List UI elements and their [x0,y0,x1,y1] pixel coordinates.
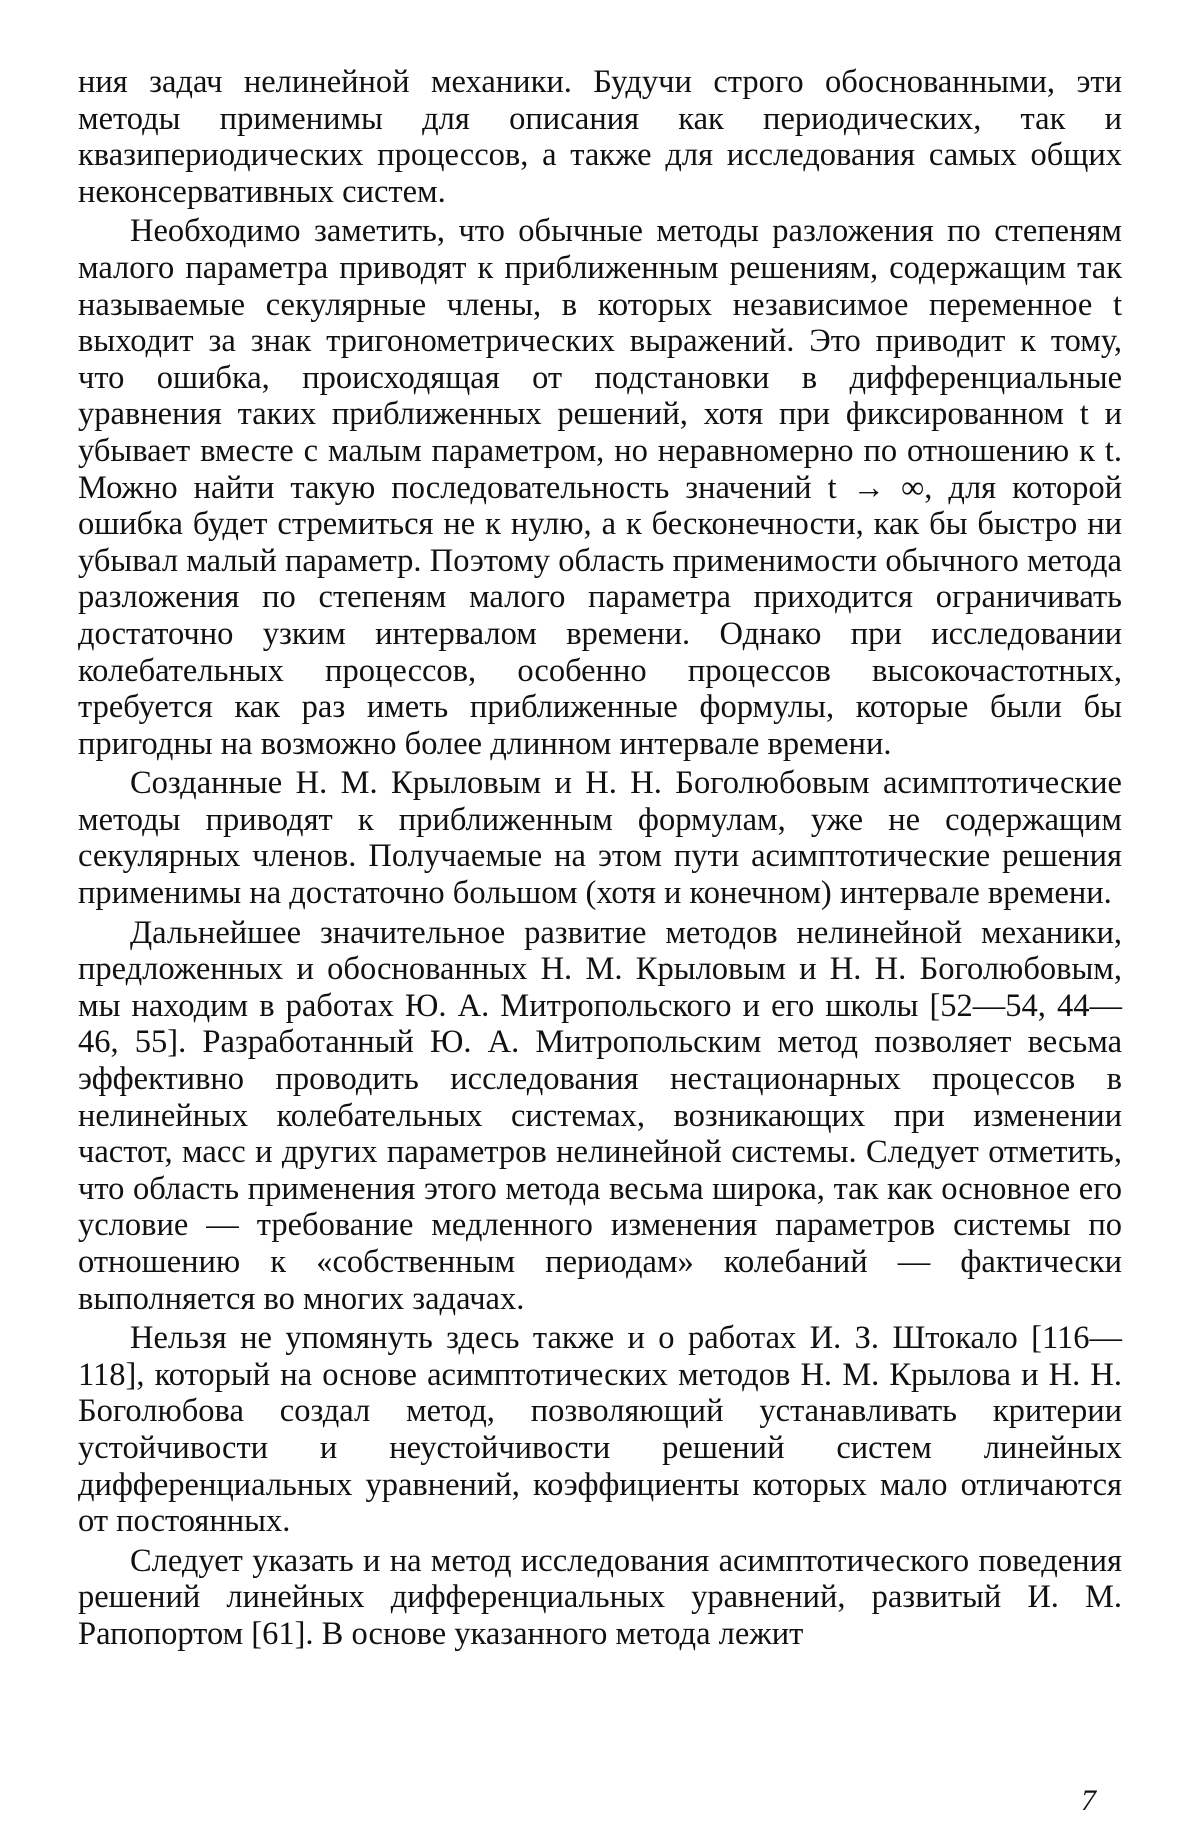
paragraph-continuation: ния задач нелинейной механики. Будучи строго обоснованными, эти методы применимы для описания как периодических, так и квазипериодических процессов, а также для исследования самых общих неконсервативных систем. [78,64,1122,210]
paragraph-mitropolsky: Дальнейшее значительное развитие методов нелинейной механики, предложенных и обоснованных Н. М. Крыловым и Н. Н. Боголюбовым, мы находим в работах Ю. А. Митропольского и его школы [52—54, 44—46, 55]. Разработанный Ю. А. Митропольским метод позволяет весьма эффективно проводить исследования нестационарных процессов в нелинейных колебательных системах, возникающих при изменении частот, масс и других параметров нелинейной системы. Следует отметить, что область применения этого метода весьма широка, так как основное его условие — требование медленного изменения параметров системы по отношению к «собственным периодам» колебаний — фактически выполняется во многих задачах. [78,914,1122,1317]
paragraph-rapoport: Следует указать и на метод исследования асимптотического поведения решений линейных дифференциальных уравнений, развитый И. М. Рапопортом [61]. В основе указанного метода лежит [78,1542,1122,1652]
page-body [78,64,1122,1656]
paragraph-krylov-bogolyubov: Созданные Н. М. Крыловым и Н. Н. Боголюбовым асимптотические методы приводят к приближенным формулам, уже не содержащим секулярных членов. Получаемые на этом пути асимптотические решения применимы на достаточно большом (хотя и конечном) интервале времени. [78,765,1122,912]
page-number: 7 [1081,1784,1096,1817]
paragraph-shtokalo: Нельзя не упомянуть здесь также и о работах И. З. Штокало [116—118], который на основе асимптотических методов Н. М. Крылова и Н. Н. Боголюбова создал метод, позволяющий устанавливать критерии устойчивости и неустойчивости решений систем линейных дифференциальных уравнений, коэффициенты которых мало отличаются от постоянных. [78,1320,1122,1540]
paragraph-secular-terms: Необходимо заметить, что обычные методы разложения по степеням малого параметра приводят к приближенным решениям, содержащим так называемые секулярные члены, в которых независимое переменное t выходит за знак тригонометрических выражений. Это приводит к тому, что ошибка, происходящая от подстановки в дифференциальные уравнения таких приближенных решений, хотя при фиксированном t и убывает вместе с малым параметром, но неравномерно по отношению к t. Можно найти такую последовательность значений t → ∞, для которой ошибка будет стремиться не к нулю, а к бесконечности, как бы быстро ни убывал малый параметр. Поэтому область применимости обычного метода разложения по степеням малого параметра приходится ограничивать достаточно узким интервалом времени. Однако при исследовании колебательных процессов, особенно процессов высокочастотных, требуется как раз иметь приближенные формулы, которые были бы пригодны на возможно более длинном интервале времени. [78,213,1122,762]
